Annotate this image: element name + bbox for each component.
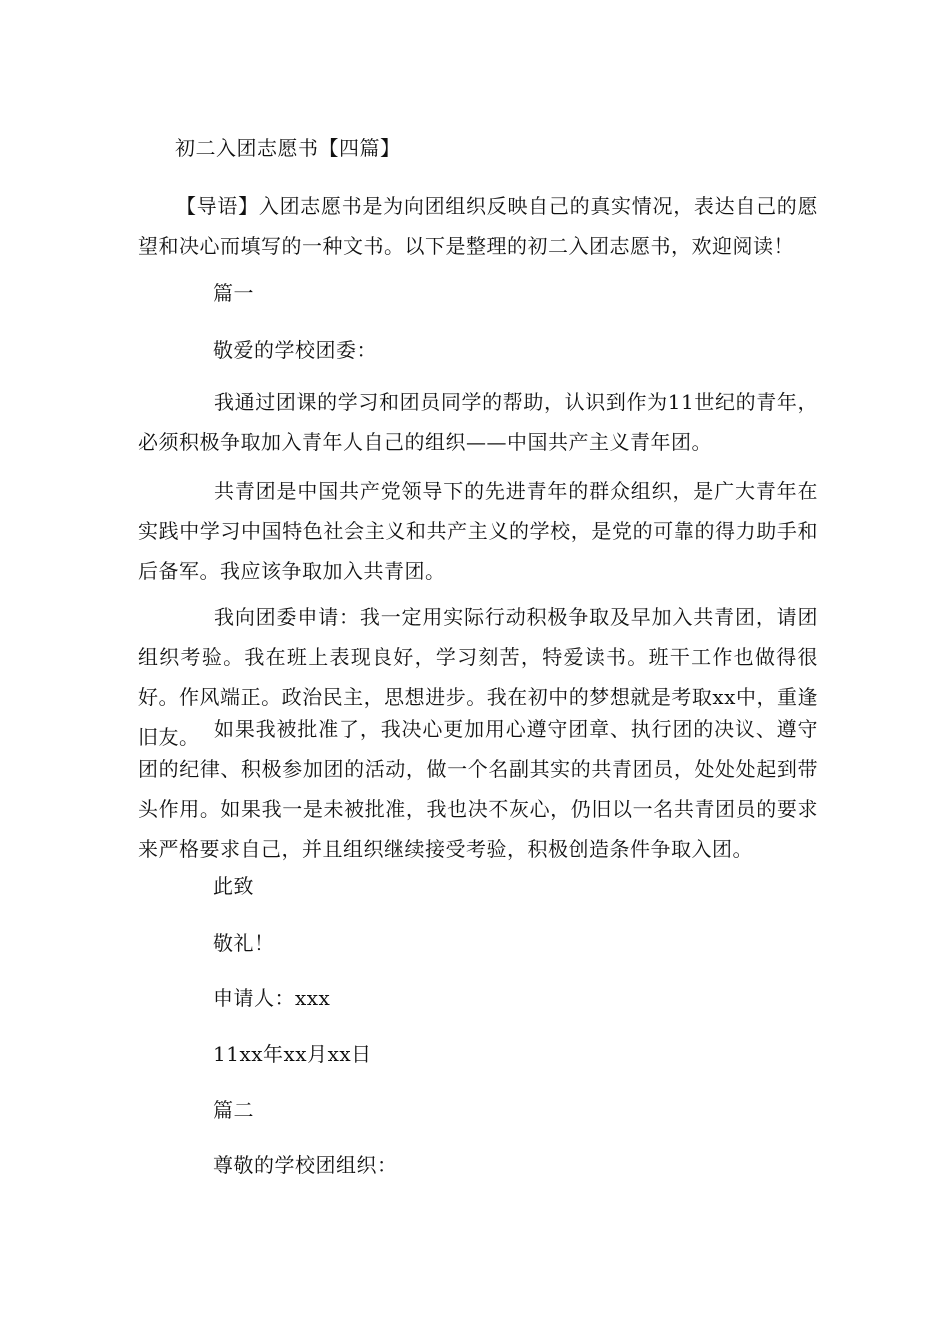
closing-line-1: 此致 [213,874,254,898]
section-2-salutation: 尊敬的学校团组织： [213,1153,398,1177]
closing-line-2: 敬礼！ [213,931,275,955]
section-1-heading: 篇一 [213,281,254,305]
date-line: 11xx年xx月xx日 [213,1042,372,1066]
section-2-heading: 篇二 [213,1098,254,1122]
intro-paragraph: 【导语】入团志愿书是为向团组织反映自己的真实情况，表达自己的愿望和决心而填写的一种文书。以下是整理的初二入团志愿书，欢迎阅读！ [138,194,818,258]
document-title: 初二入团志愿书【四篇】 [175,136,401,160]
section-1-salutation: 敬爱的学校团委： [213,338,377,362]
applicant-line: 申请人：xxx [213,986,331,1010]
section-1-paragraph-3: 我向团委申请：我一定用实际行动积极争取及早加入共青团，请团组织考验。我在班上表现良好，学习刻苦，特爱读书。班干工作也做得很好。作风端正。政治民主，思想进步。我在初中的梦想就是考取xx中，重逢旧友。 [138,605,818,749]
section-1-paragraph-4: 如果我被批准了，我决心更加用心遵守团章、执行团的决议、遵守团的纪律、积极参加团的活动，做一个名副其实的共青团员，处处处起到带头作用。如果我一是未被批准，我也决不灰心，仍旧以一名共青团员的要求来严格要求自己，并且组织继续接受考验，积极创造条件争取入团。 [138,717,818,861]
section-1-paragraph-1: 我通过团课的学习和团员同学的帮助，认识到作为11世纪的青年，必须积极争取加入青年人自己的组织——中国共产主义青年团。 [138,390,818,454]
section-1-paragraph-2: 共青团是中国共产党领导下的先进青年的群众组织，是广大青年在实践中学习中国特色社会主义和共产主义的学校，是党的可靠的得力助手和后备军。我应该争取加入共青团。 [138,479,818,583]
